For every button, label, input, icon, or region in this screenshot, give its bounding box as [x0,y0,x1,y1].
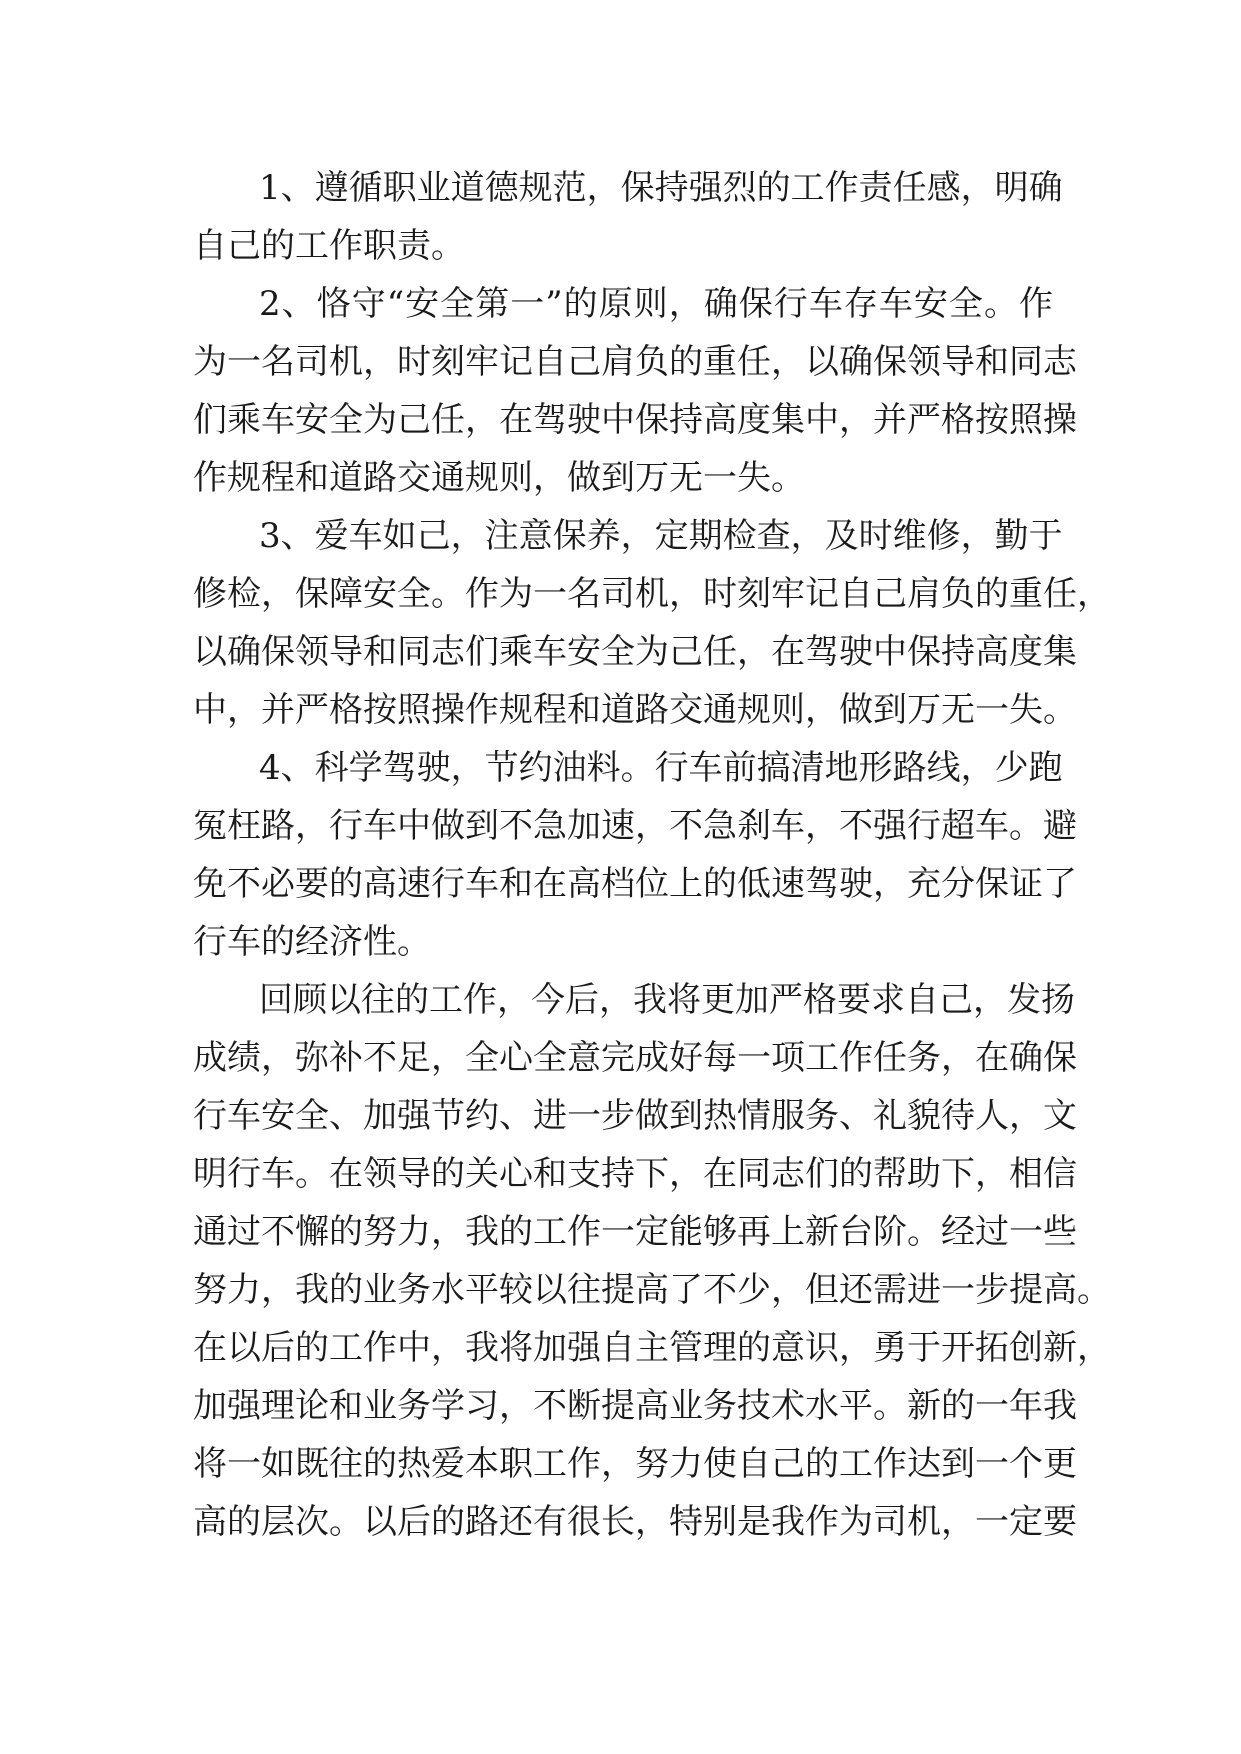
text-line: 成绩，弥补不足，全心全意完成好每一项工作任务，在确保 [193,1038,1077,1078]
text-line: 为一名司机，时刻牢记自己肩负的重任，以确保领导和同志 [193,342,1077,382]
text-line: 行车的经济性。 [193,922,431,962]
text-line: 行车安全、加强节约、进一步做到热情服务、礼貌待人，文 [193,1096,1077,1136]
text-line: 作规程和道路交通规则，做到万无一失。 [193,458,805,498]
text-line: 明行车。在领导的关心和支持下，在同志们的帮助下，相信 [193,1154,1077,1194]
text-line: 以确保领导和同志们乘车安全为己任，在驾驶中保持高度集 [193,632,1077,672]
text-line: 修检，保障安全。作为一名司机，时刻牢记自己肩负的重任， [193,574,1111,614]
text-line: 回顾以往的工作，今后，我将更加严格要求自己，发扬 [259,980,1075,1020]
paragraph-5 [193,971,1111,1551]
paragraph-1 [193,159,1063,275]
text-line: 们乘车安全为己任，在驾驶中保持高度集中，并严格按照操 [193,400,1077,440]
text-line: 努力，我的业务水平较以往提高了不少，但还需进一步提高。 [193,1270,1111,1310]
document-body [193,159,1111,1551]
paragraph-2 [193,275,1077,507]
text-line: 中，并严格按照操作规程和道路交通规则，做到万无一失。 [193,690,1077,730]
text-line: 加强理论和业务学习，不断提高业务技术水平。新的一年我 [193,1386,1077,1426]
text-line: 免不必要的高速行车和在高档位上的低速驾驶，充分保证了 [193,864,1077,904]
text-line: 高的层次。以后的路还有很长，特别是我作为司机，一定要 [193,1502,1077,1542]
text-line: 自己的工作职责。 [193,226,465,266]
text-line: 通过不懈的努力，我的工作一定能够再上新台阶。经过一些 [193,1212,1077,1252]
paragraph-3 [193,507,1111,739]
text-line: 2、恪守“安全第一”的原则，确保行车存车安全。作 [259,284,1053,324]
text-line: 3、爱车如己，注意保养，定期检查，及时维修，勤于 [259,516,1063,556]
text-line: 1、遵循职业道德规范，保持强烈的工作责任感，明确 [259,168,1063,208]
text-line: 4、科学驾驶，节约油料。行车前搞清地形路线，少跑 [259,748,1063,788]
paragraph-4 [193,739,1077,971]
text-line: 将一如既往的热爱本职工作，努力使自己的工作达到一个更 [193,1444,1077,1484]
text-line: 在以后的工作中，我将加强自主管理的意识，勇于开拓创新， [193,1328,1111,1368]
text-line: 冤枉路，行车中做到不急加速，不急刹车，不强行超车。避 [193,806,1077,846]
